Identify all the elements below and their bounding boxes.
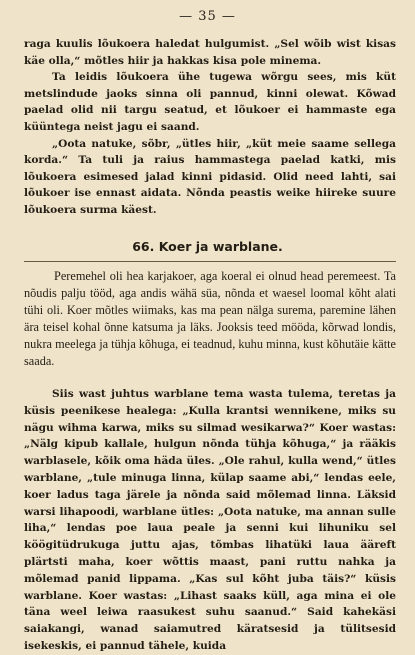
section-heading: 66. Koer ja warblane. bbox=[132, 239, 283, 254]
paragraph: „Oota natuke, sõbr, „ütles hiir, „küt meie saame sellega korda.“ Ta tuli ja raius hammastega paelad katki, mis lõukoera esimesed jalad kinni pidasid. Olid need lahti, sai lõukoer ise ennast aidata. Nõnda peastis weike hiireke suure lõukoera surma käest. bbox=[24, 137, 396, 216]
top-text-block bbox=[24, 36, 396, 219]
roman-text-block bbox=[24, 268, 396, 370]
paragraph: Siis wast juhtus warblane tema wasta tulema, teretas ja küsis peenikese healega: „Kulla krantsi wennikene, miks su nägu wihma karwa, miks su silmad wesikarwa?“ Koer wastas: „Nälg kipub kallale, hulgun nõnda tühja kõhuga,“ ja rääkis warblasele, kõik oma häda üles. „Ole rahul, kulla wend,“ ütles warblane, „tule minuga linna, külap saame abi,“ lendas eele, koer ladus taga järele ja nõnda said mõlemad linna. Läksid warsi lihapoodi, warblane ütles: „Oota natuke, ma annan sulle liha,“ lendas poe laua peale ja senni kui lihuniku sel köögitüdrukuga juttu ajas, tõmbas lihatüki laua ääreft plärtsti maha, koer wõttis maast, pani ruttu nahka ja mõlemad panid lippama. „Kas sul kõht juba täis?“ küsis warblane. Koer wastas: „Lihast saaks küll, aga mina ei ole täna weel leiwa raasukest suhu saanud.“ Said kahekäsi saiakangi, wanad saiamutred käratsesid ja tülitsesid isekeskis, ei pannud tähele, kuida bbox=[24, 388, 396, 652]
divider bbox=[24, 261, 396, 262]
page-number: — 35 — bbox=[179, 9, 236, 24]
bottom-text-block bbox=[24, 386, 396, 655]
paragraph: Ta leidis lõukoera ühe tugewa wõrgu sees, mis küt metslindude jaoks sinna oli pannud, kinni olewat. Kõwad paelad olid nii targu seatud, et lõukoer ei hammaste ega küüntega neist jagu ei saand. bbox=[24, 71, 396, 133]
paragraph: raga kuulis lõukoera haledat hulgumist. „Sel wõib wist kisas käe olla,“ mõtles hiir ja hakkas kisa pole minema. bbox=[24, 38, 396, 67]
paragraph: Peremehel oli hea karjakoer, aga koeral ei olnud head peremeest. Ta nõudis palju tööd, aga andis wähä süa, nõnda et waesel loomal kõht alati tühi oli. Koer mõtles wiimaks, kas ma pean nälga surema, paremine lähen ära teisel kohal õnne katsuma ja läks. Jooksis teed mööda, kõrwad londis, nukra meelega ja tühja kõhuga, ei teadnud, kuhu minna, kust kõhutäie kätte saada. bbox=[24, 269, 396, 368]
